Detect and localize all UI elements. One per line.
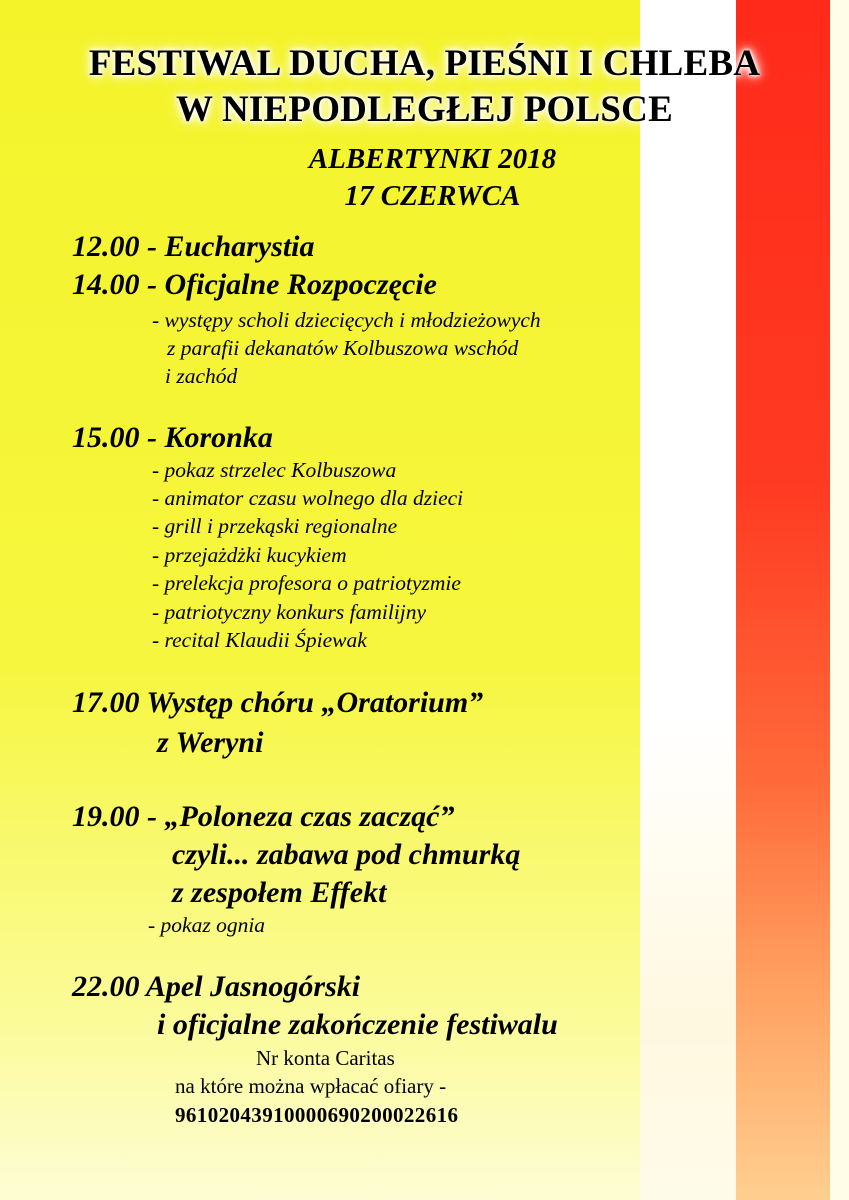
schedule-chor: 17.00 Występ chóru „Oratorium” [72, 686, 484, 719]
poster-title-line2: W NIEPODLEGŁEJ POLSCE [176, 89, 673, 130]
schedule-polonez-line3: z zespołem Effekt [172, 876, 387, 909]
schedule-polonez: 19.00 - „Poloneza czas zacząć” [72, 800, 455, 833]
koronka-item: - pokaz strzelec Kolbuszowa [152, 458, 397, 482]
polonez-item: - pokaz ognia [148, 913, 266, 937]
event-date: 17 CZERWCA [344, 180, 521, 212]
schedule-koronka: 15.00 - Koronka [72, 421, 273, 454]
poster-title-line1: FESTIWAL DUCHA, PIEŚNI I CHLEBA [88, 43, 761, 84]
schedule-apel: 22.00 Apel Jasnogórski [72, 970, 361, 1003]
rozpoczecie-item: z parafii dekanatów Kolbuszowa wschód [167, 336, 519, 360]
schedule-polonez-line2: czyli... zabawa pod chmurką [172, 838, 521, 871]
schedule-apel-line2: i oficjalne zakończenie festiwalu [157, 1008, 558, 1041]
schedule-eucharystia: 12.00 - Eucharystia [72, 230, 315, 263]
event-name: ALBERTYNKI 2018 [308, 143, 557, 175]
donation-heading: Nr konta Caritas [256, 1046, 395, 1070]
rozpoczecie-item: - występy scholi dziecięcych i młodzieżowych [152, 308, 541, 332]
koronka-item: - recital Klaudii Śpiewak [152, 628, 367, 652]
donation-text: na które można wpłacać ofiary - [175, 1074, 447, 1098]
koronka-item: - patriotyczny konkurs familijny [152, 600, 427, 624]
koronka-item: - grill i przekąski regionalne [152, 514, 398, 538]
koronka-item: - animator czasu wolnego dla dzieci [152, 486, 464, 510]
schedule-rozpoczecie: 14.00 - Oficjalne Rozpoczęcie [72, 268, 437, 301]
koronka-item: - przejażdżki kucykiem [152, 543, 347, 567]
koronka-item: - prelekcja profesora o patriotyzmie [152, 571, 461, 595]
donation-account-number: 96102043910000690200022616 [175, 1103, 459, 1127]
schedule-chor-line2: z Weryni [157, 726, 264, 759]
rozpoczecie-item: i zachód [165, 364, 238, 388]
